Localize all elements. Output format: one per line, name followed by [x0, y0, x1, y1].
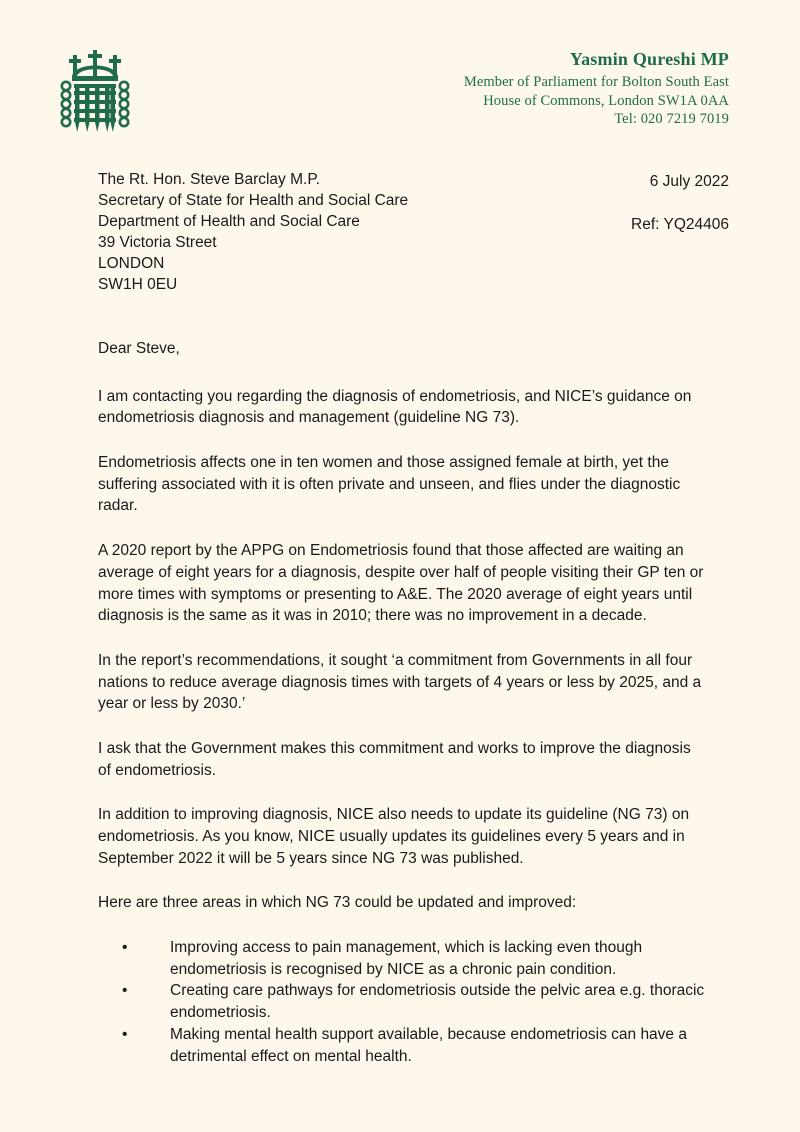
recipient-line: 39 Victoria Street — [98, 233, 217, 251]
salutation: Dear Steve, — [98, 340, 180, 357]
recipient-line: Department of Health and Social Care — [98, 212, 360, 230]
mp-constituency: Member of Parliament for Bolton South East — [463, 74, 729, 91]
recipient-line: Secretary of State for Health and Social Care — [98, 191, 409, 209]
list-item — [98, 937, 706, 980]
body-paragraph: I ask that the Government makes this commitment and works to improve the diagnosis of endometriosis. — [98, 739, 691, 779]
letter-date: 6 July 2022 — [649, 173, 729, 190]
body-paragraph: Endometriosis affects one in ten women and those assigned female at birth, yet the suffering associated with it is often private and unseen, and flies under the diagnostic radar. — [98, 454, 681, 515]
bullet-marker-icon: • — [122, 1025, 128, 1043]
list-item-label: Creating care pathways for endometriosis outside the pelvic area e.g. thoracic endometriosis. — [170, 982, 705, 1022]
bullet-marker-icon: • — [122, 939, 128, 957]
body-paragraph: In the report’s recommendations, it sought ‘a commitment from Governments in all four nations to reduce average diagnosis times with targets of 4 years or less by 2025, and a year or less by 2030.’ — [98, 651, 702, 713]
recipient-line: LONDON — [98, 254, 165, 272]
list-item — [98, 1024, 706, 1067]
bullet-marker-icon: • — [122, 982, 128, 1000]
portcullis-crest-icon — [58, 48, 132, 140]
body-paragraph: In addition to improving diagnosis, NICE also needs to update its guideline (NG 73) on endometriosis. As you know, NICE usually updates its guidelines every 5 years and in September 2022 it will be 5 years since NG 73 was published. — [98, 806, 690, 867]
list-item-label: Making mental health support available, because endometriosis can have a detrimental effect on mental health. — [170, 1025, 687, 1065]
date-reference-block — [631, 172, 729, 236]
improvement-areas-list — [98, 937, 706, 1067]
recipient-address-block — [98, 170, 408, 296]
letter-reference: Ref: YQ24406 — [631, 215, 729, 233]
letter-body — [98, 338, 706, 1067]
list-item-label: Improving access to pain management, which is lacking even though endometriosis is recognised by NICE as a chronic pain condition. — [170, 939, 643, 978]
body-paragraph: A 2020 report by the APPG on Endometriosis found that those affected are waiting an average of eight years for a diagnosis, despite over half of people visiting their GP ten or more times with symptoms or presenting to A&E. The 2020 average of eight years until diagnosis is the same as it was in 2010; there was no improvement in a decade. — [98, 542, 704, 625]
body-paragraph: I am contacting you regarding the diagnosis of endometriosis, and NICE’s guidance on endometriosis diagnosis and management (guideline NG 73). — [98, 387, 692, 427]
letterhead — [0, 40, 800, 150]
list-item — [98, 980, 706, 1023]
bullet-list-intro: Here are three areas in which NG 73 could be updated and improved: — [98, 894, 577, 912]
letterhead-contact-block — [464, 48, 729, 129]
mp-address: House of Commons, London SW1A 0AA — [483, 92, 729, 109]
recipient-line: The Rt. Hon. Steve Barclay M.P. — [98, 171, 320, 188]
recipient-line: SW1H 0EU — [98, 275, 178, 293]
mp-name: Yasmin Qureshi MP — [569, 49, 729, 69]
mp-telephone: Tel: 020 7219 7019 — [614, 111, 729, 128]
